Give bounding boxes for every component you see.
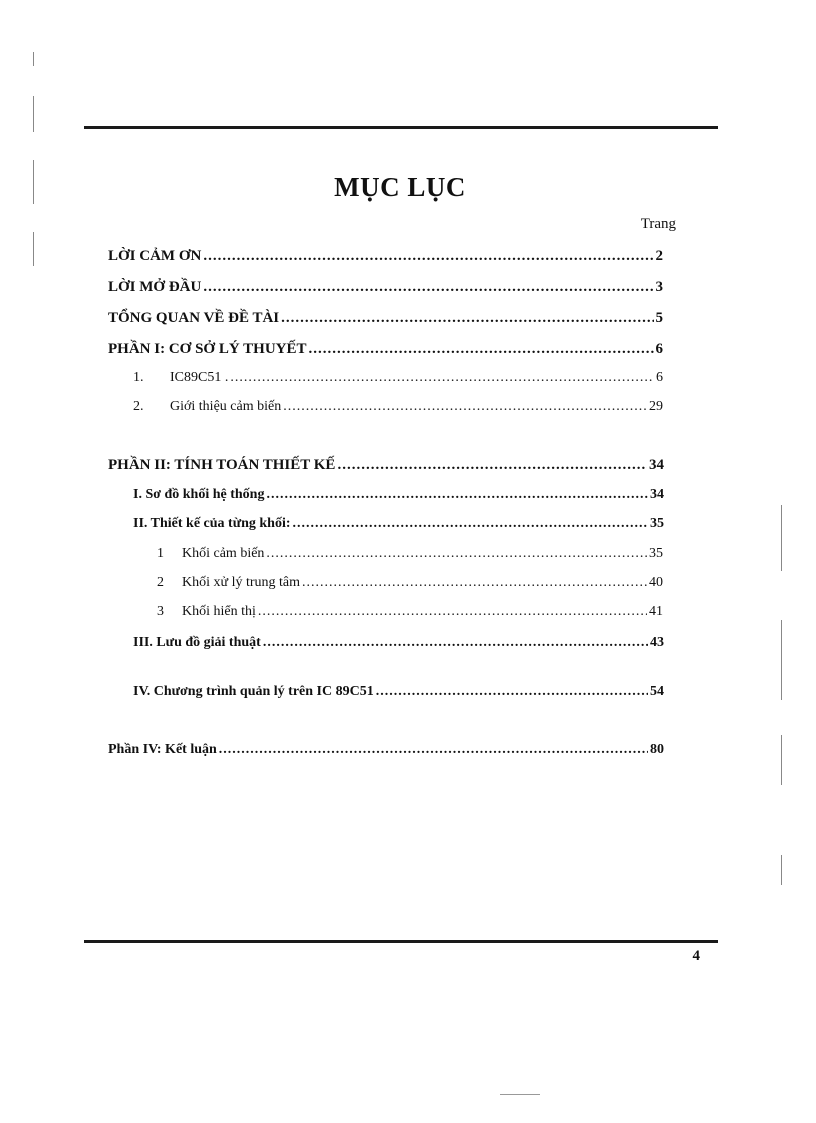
toc-entry-number: 2	[157, 575, 164, 590]
page-title: MỤC LỤC	[334, 172, 466, 202]
toc-entry[interactable]	[133, 634, 664, 652]
toc-entry-page: 80	[650, 742, 664, 757]
toc-entry[interactable]	[108, 741, 664, 759]
toc-entry-page: 41	[649, 604, 663, 619]
toc-entry[interactable]	[157, 603, 663, 621]
toc-entry-page: 6	[656, 370, 663, 385]
toc-entry-label: III. Lưu đồ giải thuật	[133, 635, 261, 650]
toc-entry[interactable]	[108, 278, 663, 296]
header-rule	[84, 126, 718, 129]
toc-entry-page: 34	[649, 457, 664, 473]
toc-entry-page: 40	[649, 575, 663, 590]
toc-entry-number: 1.	[133, 370, 144, 385]
toc-entry-page: 29	[649, 399, 663, 414]
dot-leader	[281, 309, 653, 327]
toc-entry[interactable]	[108, 456, 664, 474]
toc-entry-label: PHẦN II: TÍNH TOÁN THIẾT KẾ	[108, 457, 336, 473]
toc-entry-label: LỜI MỞ ĐẦU	[108, 279, 202, 295]
dot-leader	[309, 340, 654, 358]
toc-entry-page: 5	[655, 310, 663, 326]
toc-entry-page: 54	[650, 684, 664, 699]
toc-entry[interactable]	[133, 515, 664, 533]
toc-entry-label: LỜI CẢM ƠN	[108, 248, 202, 264]
scan-artifact	[33, 160, 34, 204]
dot-leader	[263, 634, 648, 652]
scan-artifact	[781, 620, 782, 700]
toc-entry-page: 2	[655, 248, 663, 264]
dot-leader	[266, 486, 648, 504]
toc-entry[interactable]	[108, 340, 663, 358]
toc-entry-page: 6	[655, 341, 663, 357]
toc-entry[interactable]	[157, 574, 663, 592]
scan-artifact	[781, 855, 782, 885]
dot-leader	[302, 574, 647, 592]
dot-leader	[376, 683, 648, 701]
scan-artifact	[781, 735, 782, 785]
toc-entry-label: Giới thiệu cảm biến	[170, 399, 282, 414]
toc-entry-number: 1	[157, 546, 164, 561]
toc-entry[interactable]	[108, 247, 663, 265]
toc-entry-label: Khối cảm biến	[182, 546, 265, 561]
toc-entry[interactable]	[133, 398, 663, 416]
page-number: 4	[692, 948, 700, 964]
toc-entry-number: 2.	[133, 399, 144, 414]
dot-leader	[230, 369, 654, 387]
dot-leader	[203, 247, 653, 265]
page-column-label: Trang	[640, 216, 676, 232]
toc-entry[interactable]	[133, 369, 663, 387]
dot-leader	[293, 515, 648, 533]
toc-entry[interactable]	[133, 486, 664, 504]
footer-rule	[84, 940, 718, 943]
dot-leader	[258, 603, 647, 621]
toc-entry-label: IV. Chương trình quản lý trên IC 89C51	[133, 684, 374, 699]
scan-artifact	[33, 52, 34, 66]
dot-leader	[283, 398, 647, 416]
toc-entry-page: 34	[650, 487, 664, 502]
scan-artifact	[33, 232, 34, 266]
scan-artifact	[500, 1094, 540, 1095]
toc-entry[interactable]	[157, 545, 663, 563]
toc-entry-page: 3	[655, 279, 663, 295]
scan-artifact	[33, 96, 34, 132]
toc-entry-label: Khối hiển thị	[182, 604, 256, 619]
toc-entry-label: Khối xử lý trung tâm	[182, 575, 301, 590]
toc-entry-label: PHẦN I: CƠ SỞ LÝ THUYẾT	[108, 341, 307, 357]
toc-entry-page: 43	[650, 635, 664, 650]
toc-entry-number: 3	[157, 604, 164, 619]
toc-entry-label: IC89C51 .	[170, 370, 229, 385]
dot-leader	[203, 278, 653, 296]
scan-artifact	[781, 505, 782, 571]
toc-entry-page: 35	[649, 546, 663, 561]
toc-entry-label: II. Thiết kế của từng khối:	[133, 516, 291, 531]
dot-leader	[337, 456, 647, 474]
dot-leader	[266, 545, 647, 563]
toc-entry[interactable]	[133, 683, 664, 701]
toc-entry[interactable]	[108, 309, 663, 327]
toc-entry-label: TỔNG QUAN VỀ ĐỀ TÀI	[108, 310, 280, 326]
toc-entry-label: I. Sơ đồ khối hệ thống	[133, 487, 265, 502]
toc-entry-label: Phần IV: Kết luận	[108, 742, 217, 757]
dot-leader	[219, 741, 648, 759]
toc-entry-page: 35	[650, 516, 664, 531]
